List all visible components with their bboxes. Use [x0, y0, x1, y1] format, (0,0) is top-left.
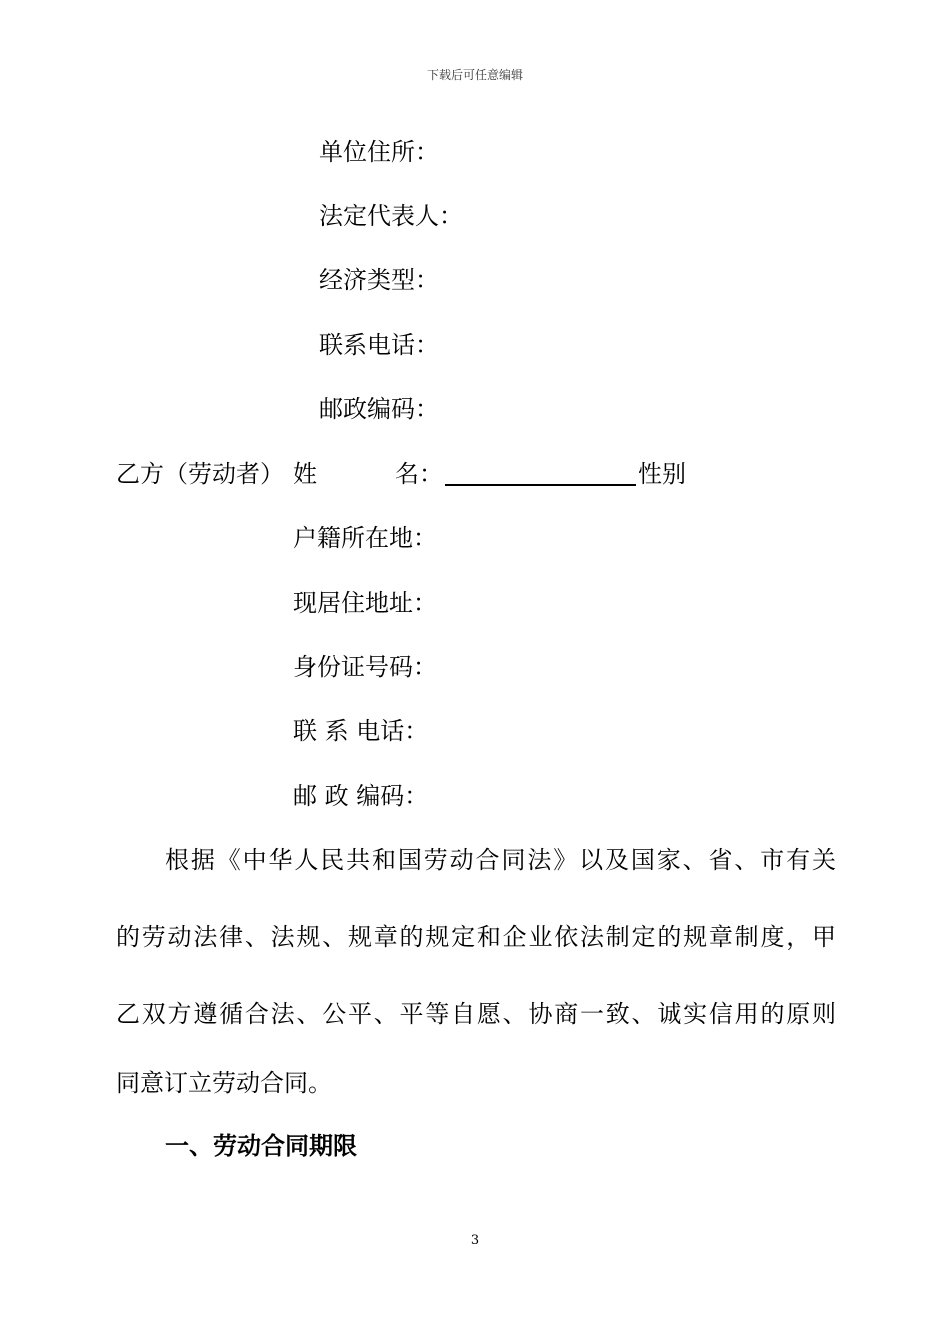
employee-phone-label: 联 系 电话： [293, 717, 429, 745]
section-heading-contract-term: 一、劳动合同期限 [165, 1132, 357, 1160]
employee-gender-label: 性别 [638, 460, 686, 488]
party-b-label: 乙方（劳动者） [116, 460, 284, 488]
body-paragraph-line-4: 同意订立劳动合同。 [116, 1069, 332, 1097]
employee-household-registration-label: 户籍所在地： [293, 524, 437, 552]
employer-address-label: 单位住所： [319, 138, 439, 166]
employee-id-number-label: 身份证号码： [293, 653, 437, 681]
employee-current-address-label: 现居住地址： [293, 589, 437, 617]
employer-postal-code-label: 邮政编码： [319, 395, 439, 423]
page-number: 3 [470, 1233, 480, 1248]
employee-postal-code-label: 邮 政 编码： [293, 782, 429, 810]
body-paragraph-line-1: 根据《中华人民共和国劳动合同法》以及国家、省、市有关 [165, 846, 836, 874]
employee-name-colon: 名： [395, 460, 443, 488]
employer-economic-type-label: 经济类型： [319, 266, 439, 294]
body-paragraph-line-3: 乙双方遵循合法、公平、平等自愿、协商一致、诚实信用的原则 [116, 1000, 836, 1028]
page-header: 下载后可任意编辑 [426, 68, 523, 82]
employer-phone-label: 联系电话： [319, 331, 439, 359]
body-paragraph-line-2: 的劳动法律、法规、规章的规定和企业依法制定的规章制度，甲 [116, 923, 836, 951]
employee-name-label: 姓 [293, 460, 317, 488]
employer-legal-representative-label: 法定代表人： [319, 202, 463, 230]
employee-name-blank-line [445, 484, 636, 486]
